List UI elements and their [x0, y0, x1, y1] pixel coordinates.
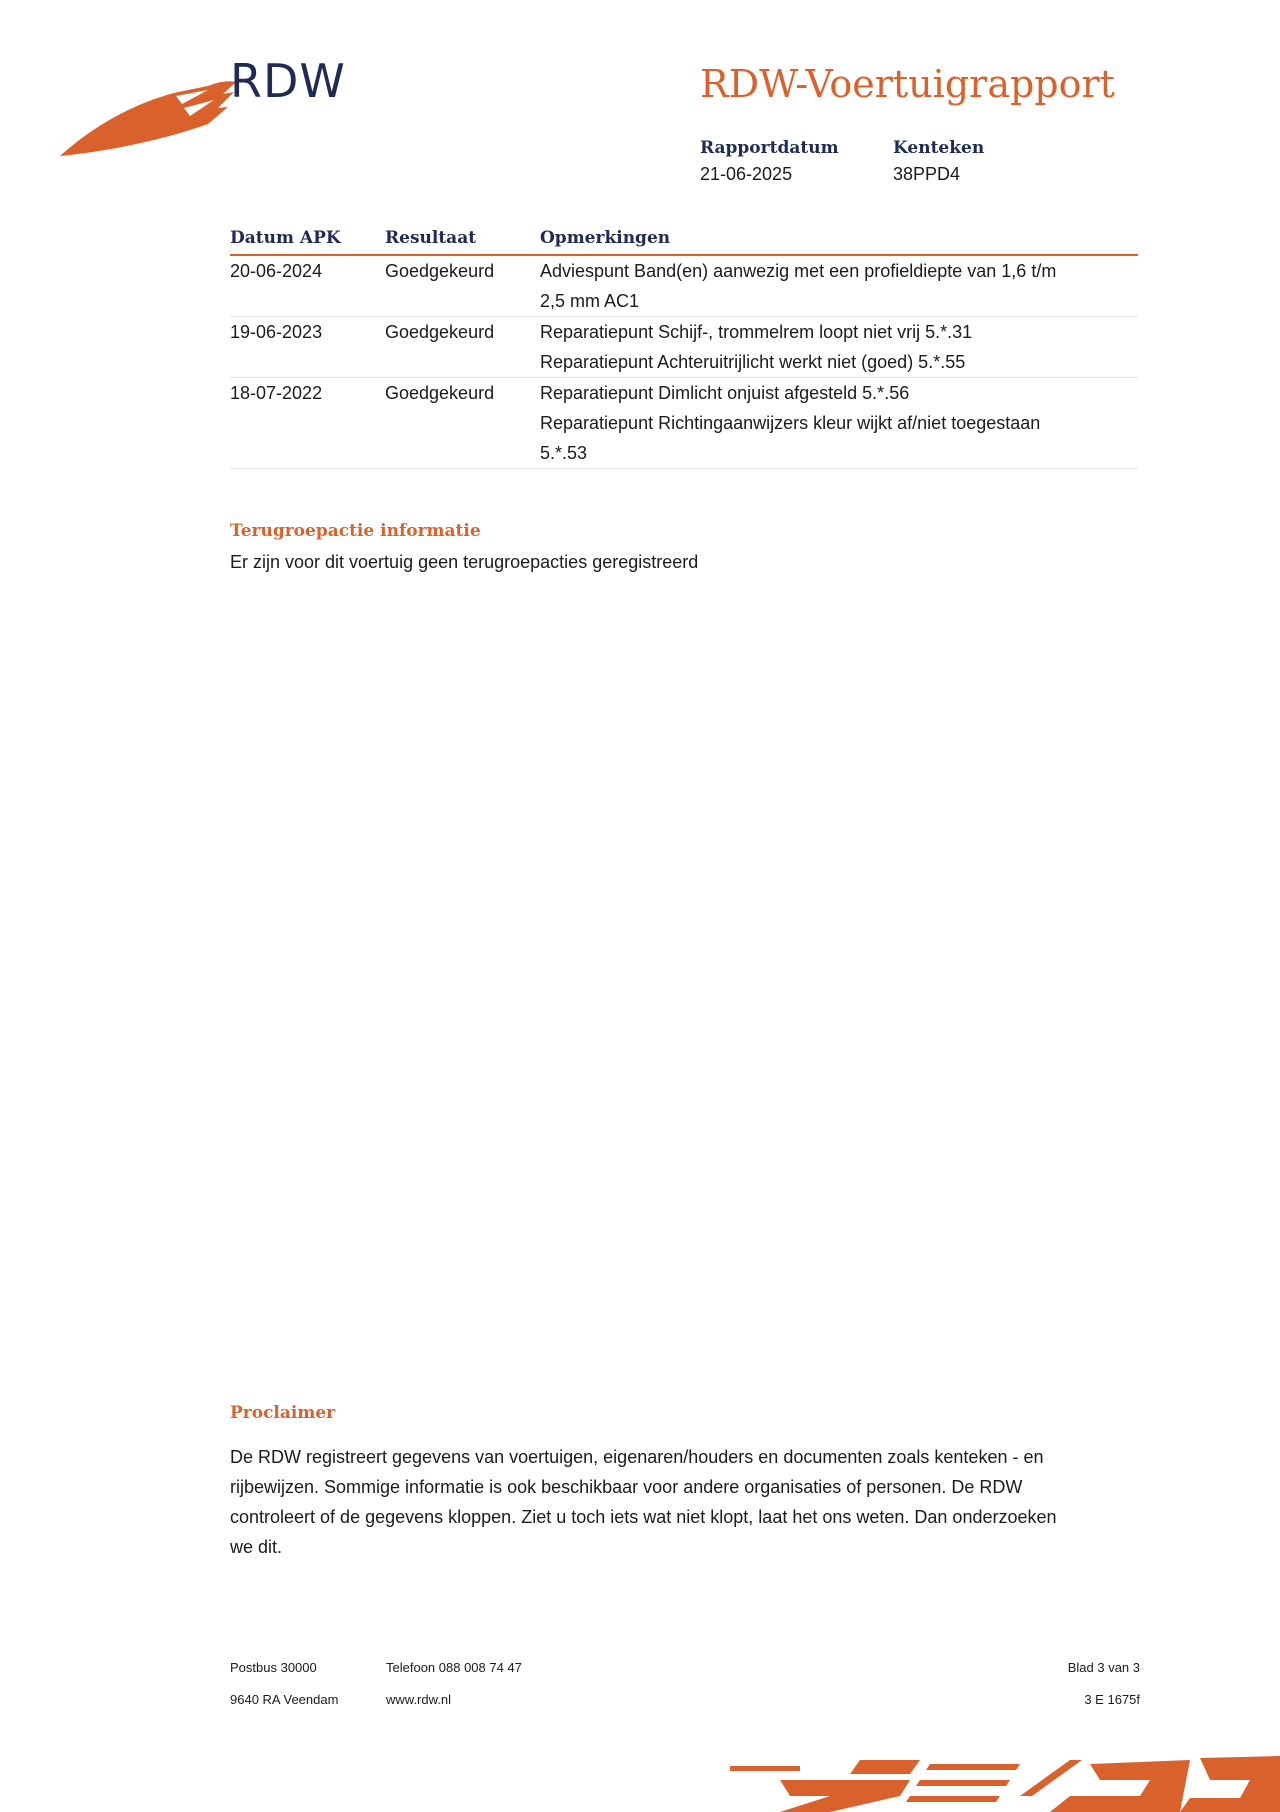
footer-postbus: Postbus 30000 — [230, 1660, 317, 1675]
report-date-label: Rapportdatum — [700, 138, 839, 158]
column-header-date: Datum APK — [230, 224, 385, 255]
proclaimer-line: rijbewijzen. Sommige informatie is ook beschikbaar voor andere organisaties of personen. De RDW — [230, 1477, 1023, 1497]
footer-website[interactable]: www.rdw.nl — [386, 1692, 452, 1707]
apk-date: 20-06-2024 — [230, 255, 385, 317]
table-row — [230, 317, 1138, 378]
footer-city: 9640 RA Veendam — [230, 1692, 339, 1707]
plate-block — [893, 138, 984, 185]
apk-remarks — [540, 317, 1138, 378]
remark-line: Reparatiepunt Schijf-, trommelrem loopt niet vrij 5.*.31 — [540, 322, 973, 342]
remark-line: Reparatiepunt Richtingaanwijzers kleur wijkt af/niet toegestaan — [540, 413, 1041, 433]
remark-line: 5.*.53 — [540, 443, 588, 463]
apk-result: Goedgekeurd — [385, 255, 540, 317]
plate-label: Kenteken — [893, 138, 985, 158]
report-title: RDW-Voertuigrapport — [700, 62, 1115, 106]
proclaimer-line: De RDW registreert gegevens van voertuigen, eigenaren/houders en documenten zoals kenteken - en — [230, 1447, 1044, 1467]
proclaimer-line: controleert of de gegevens kloppen. Ziet u toch iets wat niet klopt, laat het ons weten. Dan onderzoeken — [230, 1507, 1057, 1527]
remark-line: Adviespunt Band(en) aanwezig met een profieldiepte van 1,6 t/m — [540, 261, 1057, 281]
table-header-row — [230, 224, 1138, 255]
apk-result: Goedgekeurd — [385, 317, 540, 378]
plate-value: 38PPD4 — [893, 164, 961, 184]
apk-result: Goedgekeurd — [385, 378, 540, 469]
proclaimer-line: we dit. — [230, 1537, 283, 1557]
remark-line: Reparatiepunt Achteruitrijlicht werkt niet (goed) 5.*.55 — [540, 352, 966, 372]
column-header-result: Resultaat — [385, 224, 540, 255]
table-row — [230, 378, 1138, 469]
report-date-block — [700, 138, 839, 185]
footer-phone: Telefoon 088 008 74 47 — [386, 1660, 522, 1675]
proclaimer-text — [230, 1442, 1130, 1562]
table-row — [230, 255, 1138, 317]
footer-page-number: Blad 3 van 3 — [1067, 1660, 1140, 1675]
remark-line: Reparatiepunt Dimlicht onjuist afgesteld 5.*.56 — [540, 383, 910, 403]
apk-date: 19-06-2023 — [230, 317, 385, 378]
report-date-value: 21-06-2025 — [700, 164, 793, 184]
brand-name: RDW — [230, 54, 346, 108]
apk-remarks — [540, 255, 1138, 317]
column-header-remarks: Opmerkingen — [540, 224, 1138, 255]
recall-text: Er zijn voor dit voertuig geen terugroepacties geregistreerd — [230, 552, 699, 572]
decorative-stripes-icon — [720, 1740, 1280, 1812]
apk-history-table — [230, 224, 1138, 469]
recall-title: Terugroepactie informatie — [230, 521, 481, 541]
footer-document-code: 3 E 1675f — [1084, 1692, 1140, 1707]
remark-line: 2,5 mm AC1 — [540, 291, 640, 311]
apk-date: 18-07-2022 — [230, 378, 385, 469]
proclaimer-title: Proclaimer — [230, 1403, 336, 1423]
apk-remarks — [540, 378, 1138, 469]
